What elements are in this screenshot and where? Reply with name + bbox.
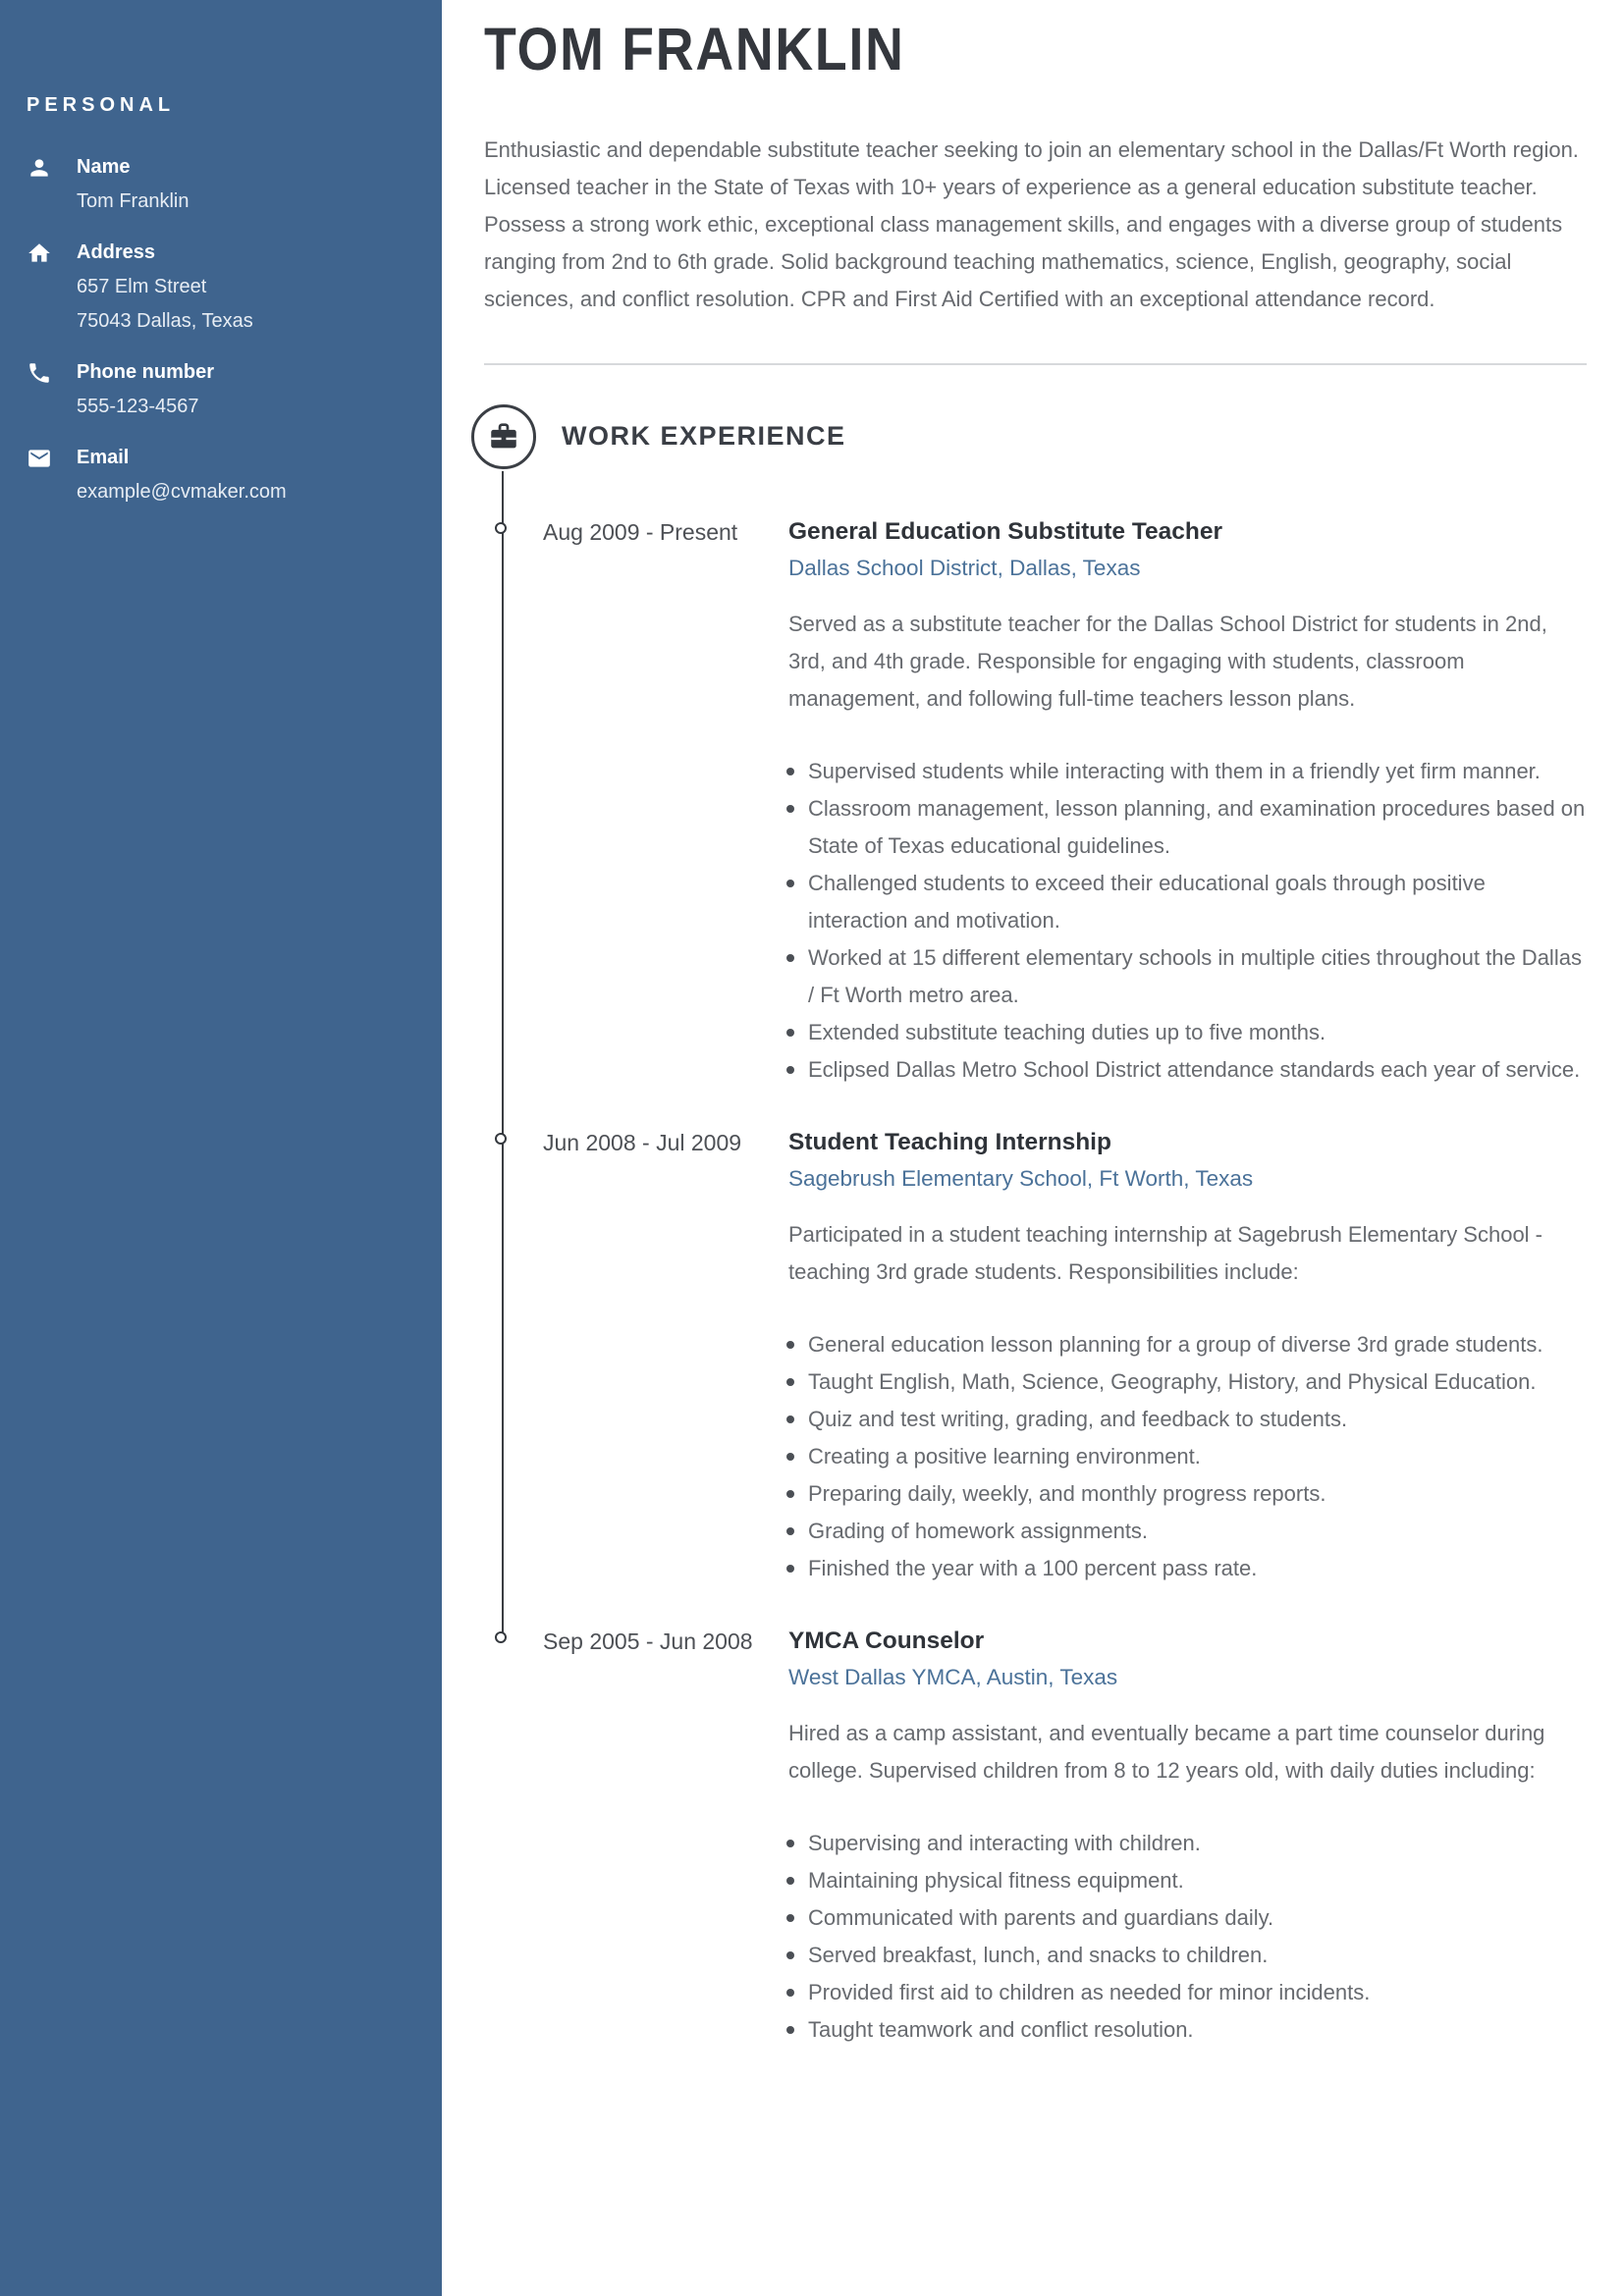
bullet-item: Communicated with parents and guardians daily. (788, 1899, 1587, 1937)
personal-item-name (27, 150, 422, 219)
timeline-marker (495, 522, 507, 534)
experience-timeline (484, 515, 1587, 2049)
bullet-item: Worked at 15 different elementary schools in multiple cities throughout the Dallas / Ft Worth metro area. (788, 939, 1587, 1014)
candidate-name: TOM FRANKLIN (484, 16, 905, 82)
timeline-marker (495, 1133, 507, 1145)
bullet-item: Taught teamwork and conflict resolution. (788, 2011, 1587, 2049)
briefcase-icon (471, 404, 536, 469)
bullet-item: General education lesson planning for a group of diverse 3rd grade students. (788, 1326, 1587, 1363)
bullet-item: Extended substitute teaching duties up to five months. (788, 1014, 1587, 1051)
field-label-name: Name (77, 156, 131, 178)
field-value-address-line1: 657 Elm Street (77, 276, 207, 297)
field-value-name: Tom Franklin (77, 190, 189, 212)
bullet-item: Grading of homework assignments. (788, 1513, 1587, 1550)
experience-entry-3 (484, 1625, 1587, 2049)
home-icon (27, 240, 52, 266)
job-organization: Dallas School District, Dallas, Texas (788, 555, 1141, 580)
field-label-phone: Phone number (77, 361, 215, 383)
field-label-address: Address (77, 241, 156, 263)
job-title: YMCA Counselor (788, 1627, 985, 1654)
profile-summary: Enthusiastic and dependable substitute teacher seeking to join an elementary school in the Dallas/Ft Worth region. Licensed teacher in the State of Texas with 10+ years of experience as a general education substitute teacher. Possess a strong work ethic, exceptional class management skills, and engages with a diverse group of students ranging from 2nd to 6th grade. Solid background teaching mathematics, science, English, geography, social sciences, and conflict resolution. CPR and First Aid Certified with an exceptional attendance record. (484, 136, 1579, 311)
bullet-item: Classroom management, lesson planning, and examination procedures based on State of Texas educational guidelines. (788, 790, 1587, 865)
resume-main (442, 0, 1623, 2296)
job-description: Hired as a camp assistant, and eventually became a part time counselor during college. Supervised children from 8 to 12 years old, with daily duties including: (788, 1720, 1545, 1783)
phone-icon (27, 360, 52, 386)
job-organization: West Dallas YMCA, Austin, Texas (788, 1664, 1118, 1689)
bullet-item: Supervising and interacting with children. (788, 1825, 1587, 1862)
section-divider (484, 363, 1587, 365)
entry-dates: Jun 2008 - Jul 2009 (543, 1129, 742, 1155)
personal-item-address (27, 236, 422, 339)
experience-entry-2 (484, 1126, 1587, 1587)
job-bullets (788, 1326, 1587, 1587)
job-organization: Sagebrush Elementary School, Ft Worth, Texas (788, 1165, 1254, 1191)
timeline-marker (495, 1631, 507, 1643)
bullet-item: Quiz and test writing, grading, and feedback to students. (788, 1401, 1587, 1438)
bullet-item: Served breakfast, lunch, and snacks to children. (788, 1937, 1587, 1974)
experience-entry-1 (484, 515, 1587, 1089)
bullet-item: Creating a positive learning environment. (788, 1438, 1587, 1475)
bullet-item: Challenged students to exceed their educational goals through positive interaction and motivation. (788, 865, 1587, 939)
job-title: General Education Substitute Teacher (788, 517, 1223, 545)
bullet-item: Supervised students while interacting with them in a friendly yet firm manner. (788, 753, 1587, 790)
bullet-item: Finished the year with a 100 percent pass rate. (788, 1550, 1587, 1587)
section-title: WORK EXPERIENCE (562, 421, 846, 452)
personal-section-heading: PERSONAL (27, 94, 176, 116)
job-title: Student Teaching Internship (788, 1128, 1111, 1155)
field-value-email: example@cvmaker.com (77, 481, 287, 503)
bullet-item: Taught English, Math, Science, Geography, History, and Physical Education. (788, 1363, 1587, 1401)
bullet-item: Eclipsed Dallas Metro School District attendance standards each year of service. (788, 1051, 1587, 1089)
field-value-phone: 555-123-4567 (77, 396, 199, 417)
person-icon (27, 155, 52, 181)
sidebar (0, 0, 442, 2296)
email-icon (27, 446, 52, 471)
work-experience-header (471, 404, 1587, 469)
bullet-item: Maintaining physical fitness equipment. (788, 1862, 1587, 1899)
field-value-address-line2: 75043 Dallas, Texas (77, 310, 253, 332)
job-description: Participated in a student teaching internship at Sagebrush Elementary School - teaching 3rd grade students. Responsibilities include: (788, 1221, 1543, 1284)
job-bullets (788, 1825, 1587, 2049)
personal-item-email (27, 441, 422, 509)
entry-dates: Aug 2009 - Present (543, 518, 738, 545)
bullet-item: Provided first aid to children as needed for minor incidents. (788, 1974, 1587, 2011)
job-bullets (788, 753, 1587, 1089)
bullet-item: Preparing daily, weekly, and monthly progress reports. (788, 1475, 1587, 1513)
personal-item-phone (27, 355, 422, 424)
job-description: Served as a substitute teacher for the Dallas School District for students in 2nd, 3rd, and 4th grade. Responsible for engaging with students, classroom management, and following full-time teachers lesson plans. (788, 611, 1547, 711)
field-label-email: Email (77, 447, 130, 468)
entry-dates: Sep 2005 - Jun 2008 (543, 1628, 753, 1654)
